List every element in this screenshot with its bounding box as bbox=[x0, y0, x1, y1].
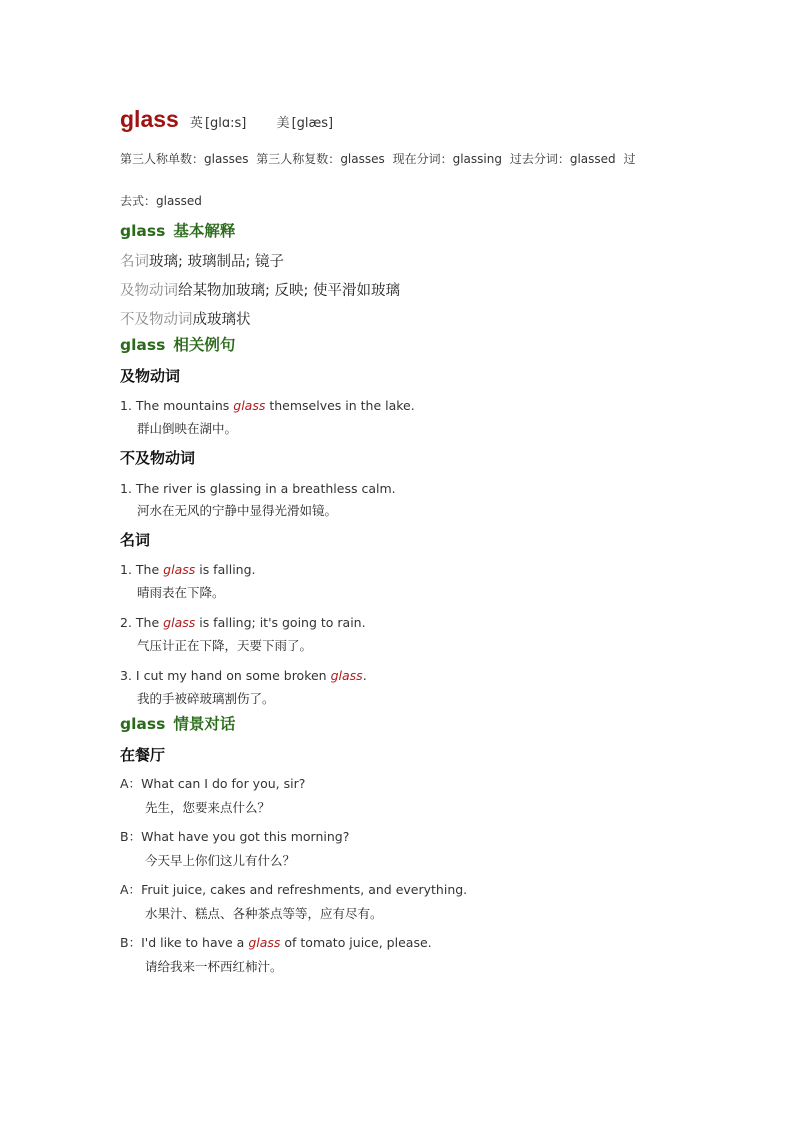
highlighted-word: glass bbox=[330, 668, 363, 683]
example-sentence bbox=[120, 480, 396, 498]
example-text: themselves in the lake. bbox=[265, 398, 415, 413]
form-value: glassed bbox=[156, 194, 202, 208]
example-sentence bbox=[120, 561, 256, 579]
definition-intransitive-verb bbox=[120, 309, 251, 331]
dialogue-line bbox=[120, 775, 305, 793]
example-text: . bbox=[362, 668, 367, 683]
example-text: is falling. bbox=[195, 562, 256, 577]
us-phonetic: [glæs] bbox=[291, 116, 334, 131]
dialogue-translation: 水果汁、糕点、各种茶点等等，应有尽有。 bbox=[145, 906, 383, 921]
section-title-examples bbox=[120, 334, 235, 356]
example-text: The river is glassing in a breathless calm. bbox=[135, 481, 396, 496]
word-forms-line-2 bbox=[120, 192, 206, 210]
dialogue-text: I'd like to have a bbox=[141, 935, 249, 950]
part-of-speech: 名词 bbox=[120, 254, 149, 270]
definition-text: 玻璃; 玻璃制品; 镜子 bbox=[149, 254, 284, 270]
part-of-speech: 及物动词 bbox=[120, 283, 178, 299]
speaker-label: B： bbox=[120, 829, 142, 844]
example-text: The bbox=[135, 615, 164, 630]
section-title-word: glass bbox=[120, 715, 166, 733]
dialogue-text: What have you got this morning? bbox=[141, 829, 350, 844]
dialogue-translation: 先生，您要来点什么？ bbox=[145, 800, 271, 815]
form-value: glasses bbox=[204, 152, 249, 166]
section-title-word: glass bbox=[120, 336, 166, 354]
dialogue-heading: 在餐厅 bbox=[120, 746, 166, 764]
part-of-speech: 不及物动词 bbox=[120, 312, 193, 328]
example-text: is falling; it's going to rain. bbox=[195, 615, 366, 630]
example-translation: 气压计正在下降，天要下雨了。 bbox=[137, 638, 313, 653]
dialogue-text: What can I do for you, sir? bbox=[141, 776, 306, 791]
headword: glass bbox=[120, 106, 179, 132]
speaker-label: B： bbox=[120, 935, 142, 950]
example-text: The bbox=[135, 562, 164, 577]
uk-label: 英 bbox=[189, 116, 203, 131]
dialogue-line bbox=[120, 934, 432, 952]
uk-phonetic: [glɑ:s] bbox=[204, 116, 247, 131]
form-label: 去式： bbox=[120, 194, 157, 208]
definition-noun bbox=[120, 251, 284, 273]
example-number: 1. bbox=[120, 562, 132, 577]
section-title-text: 基本解释 bbox=[173, 222, 236, 240]
example-number: 3. bbox=[120, 668, 132, 683]
form-label: 第三人称复数： bbox=[256, 152, 341, 166]
example-number: 2. bbox=[120, 615, 132, 630]
form-value: glasses bbox=[340, 152, 385, 166]
dialogue-text: of tomato juice, please. bbox=[280, 935, 432, 950]
definition-transitive-verb bbox=[120, 280, 400, 302]
example-number: 1. bbox=[120, 398, 132, 413]
us-label: 美 bbox=[276, 116, 290, 131]
dialogue-line bbox=[120, 828, 349, 846]
speaker-label: A： bbox=[120, 776, 142, 791]
example-number: 1. bbox=[120, 481, 132, 496]
dialogue-line bbox=[120, 881, 467, 899]
section-title-dialogue bbox=[120, 713, 235, 735]
form-label: 过去分词： bbox=[509, 152, 570, 166]
form-label: 第三人称单数： bbox=[120, 152, 205, 166]
highlighted-word: glass bbox=[163, 615, 196, 630]
section-title-word: glass bbox=[120, 222, 166, 240]
word-forms-line-1 bbox=[120, 150, 635, 168]
example-sentence bbox=[120, 614, 366, 632]
section-title-basic bbox=[120, 220, 235, 242]
example-translation: 晴雨表在下降。 bbox=[137, 585, 225, 600]
speaker-label: A： bbox=[120, 882, 142, 897]
form-label: 现在分词： bbox=[392, 152, 453, 166]
dialogue-translation: 请给我来一杯西红柿汁。 bbox=[145, 959, 283, 974]
form-value: glassed bbox=[569, 152, 616, 166]
dialogue-text: Fruit juice, cakes and refreshments, and everything. bbox=[141, 882, 468, 897]
example-sentence bbox=[120, 397, 415, 415]
section-title-text: 情景对话 bbox=[173, 715, 236, 733]
example-translation: 群山倒映在湖中。 bbox=[137, 421, 238, 436]
example-group-heading: 及物动词 bbox=[120, 367, 181, 385]
highlighted-word: glass bbox=[233, 398, 266, 413]
example-group-heading: 名词 bbox=[120, 531, 151, 549]
definition-text: 给某物加玻璃; 反映; 使平滑如玻璃 bbox=[178, 283, 400, 299]
example-text: The mountains bbox=[135, 398, 234, 413]
form-label: 过 bbox=[623, 152, 636, 166]
dialogue-translation: 今天早上你们这儿有什么？ bbox=[145, 853, 296, 868]
highlighted-word: glass bbox=[248, 935, 281, 950]
example-sentence bbox=[120, 667, 367, 685]
highlighted-word: glass bbox=[163, 562, 196, 577]
example-translation: 我的手被碎玻璃割伤了。 bbox=[137, 691, 275, 706]
form-value: glassing bbox=[452, 152, 502, 166]
definition-text: 成玻璃状 bbox=[192, 312, 251, 328]
example-text: I cut my hand on some broken bbox=[135, 668, 331, 683]
section-title-text: 相关例句 bbox=[173, 336, 236, 354]
headword-line bbox=[120, 104, 333, 139]
example-translation: 河水在无风的宁静中显得光滑如镜。 bbox=[137, 503, 338, 518]
example-group-heading: 不及物动词 bbox=[120, 449, 196, 467]
